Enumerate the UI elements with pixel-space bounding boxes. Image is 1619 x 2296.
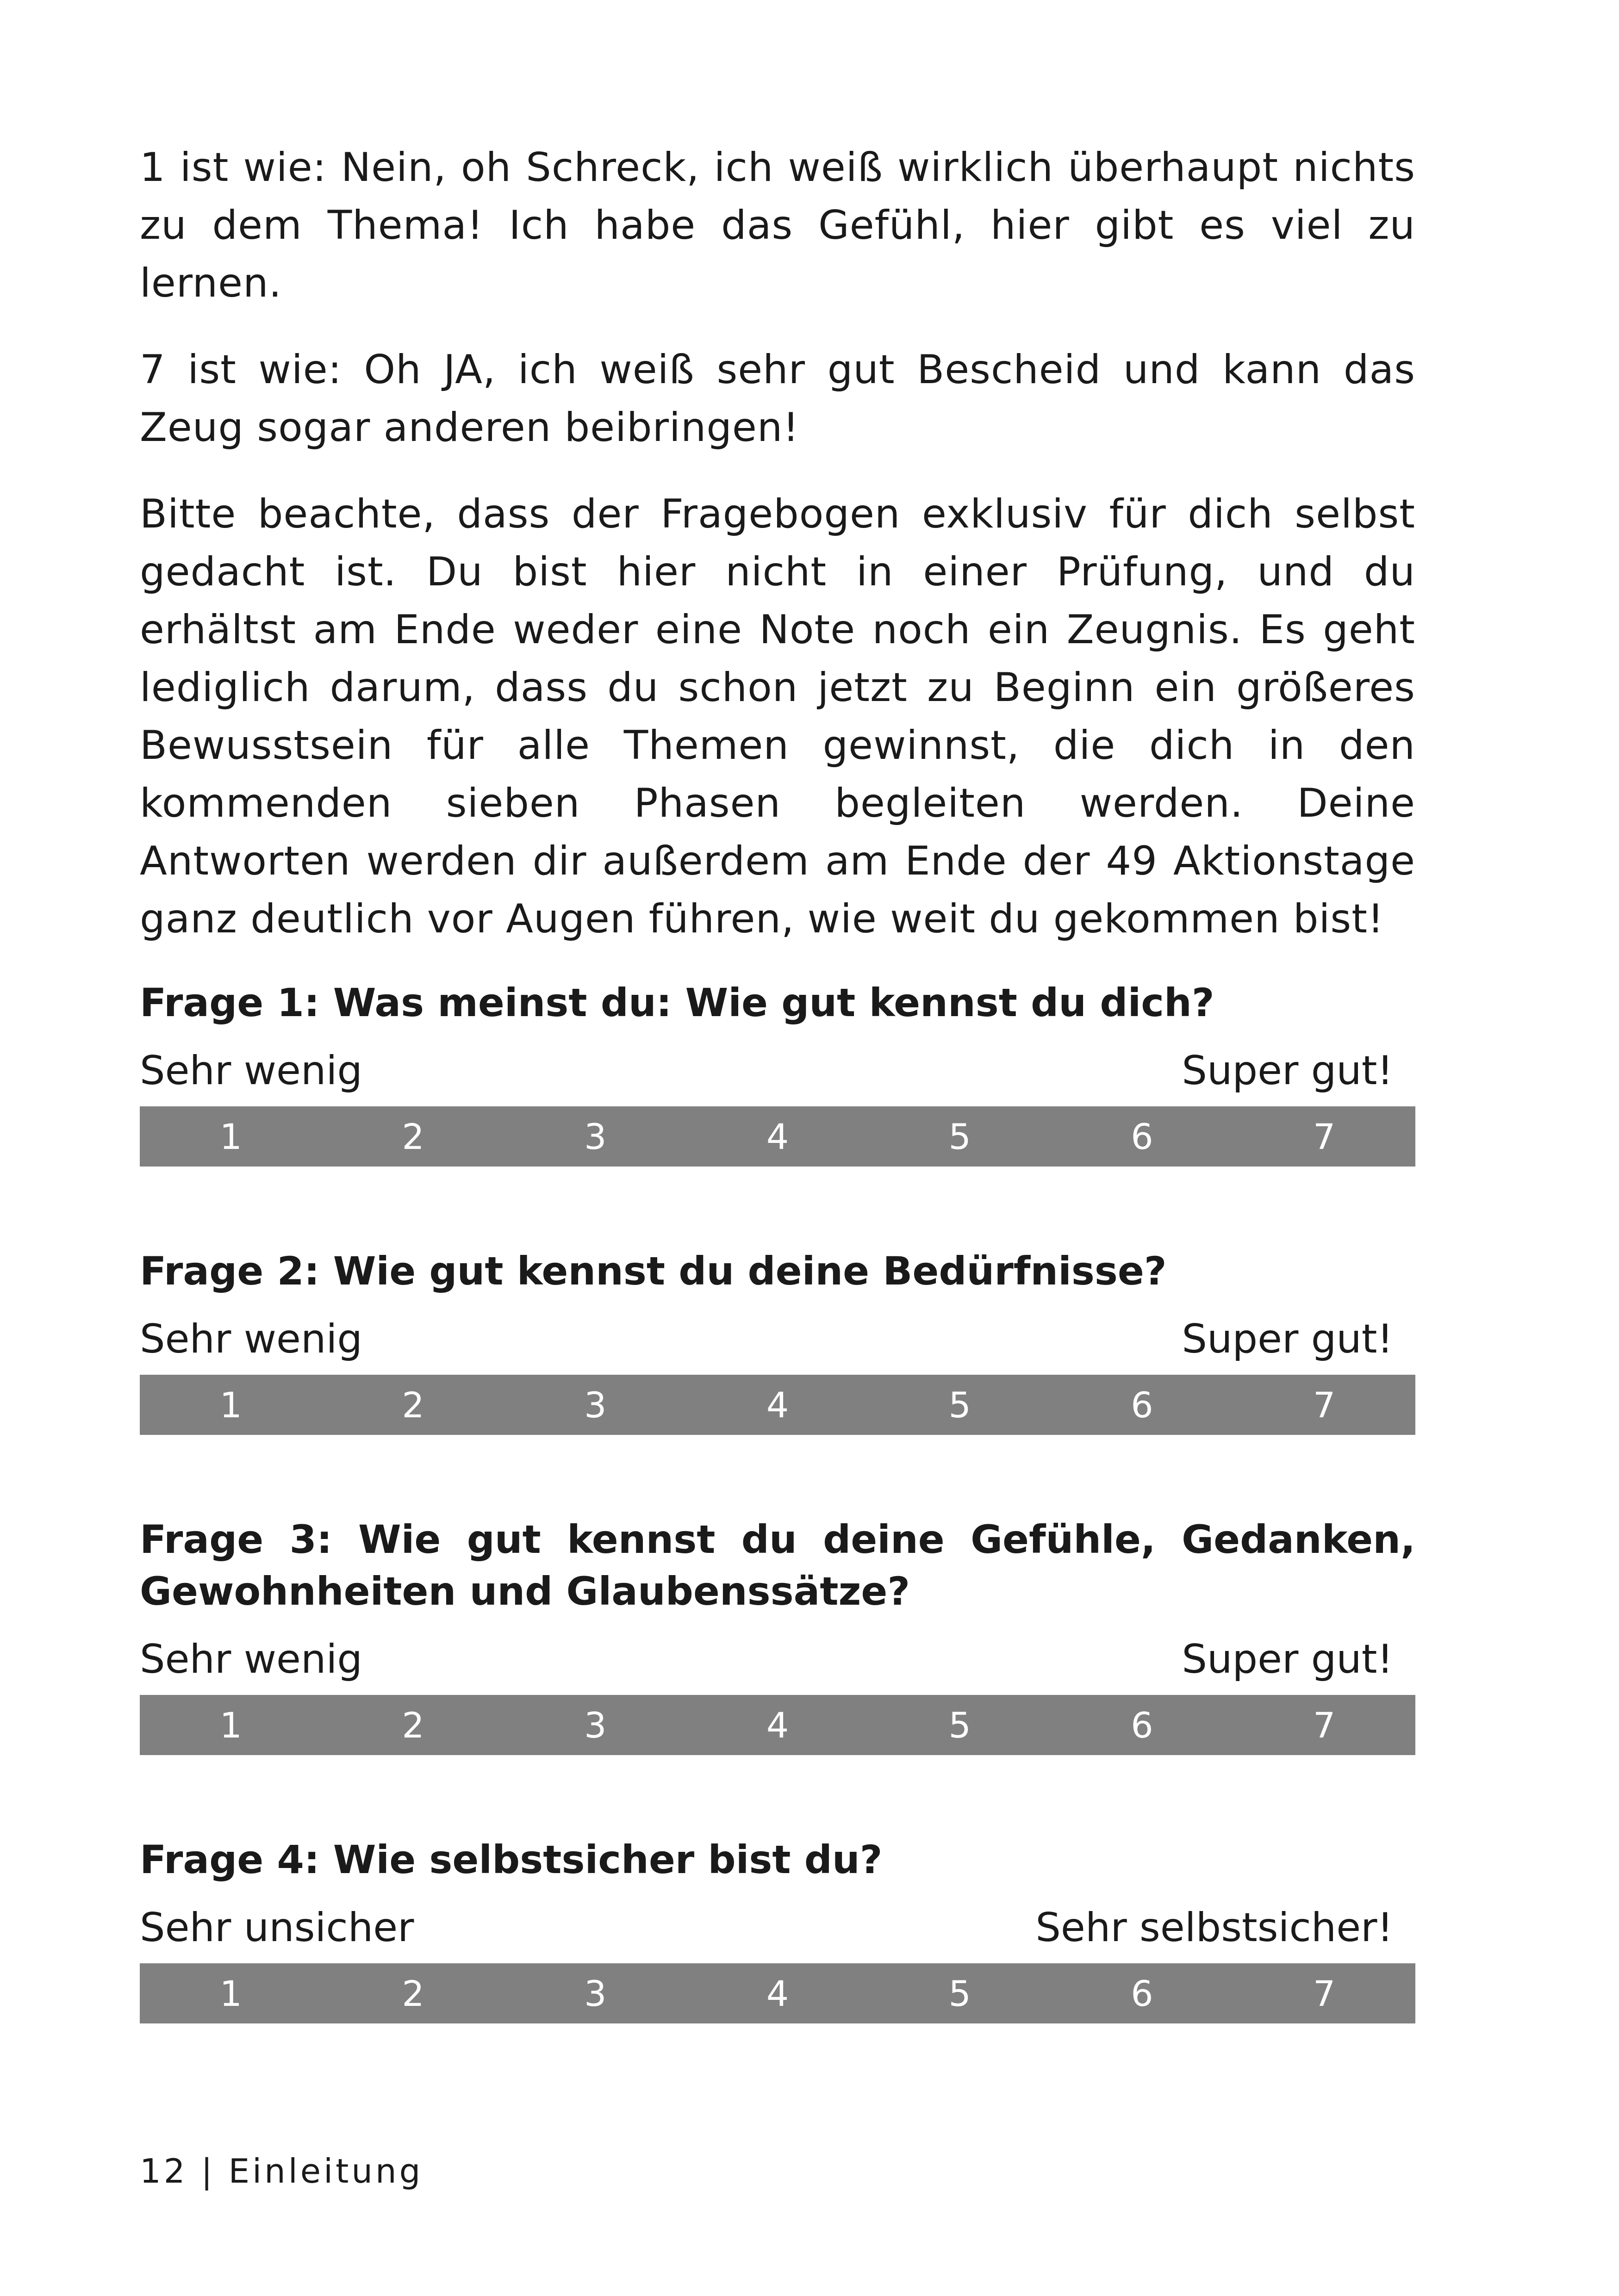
rating-option-7[interactable]: 7 xyxy=(1313,1973,1336,2014)
scale-labels xyxy=(140,1902,1415,1953)
rating-option-6[interactable]: 6 xyxy=(1131,1116,1153,1157)
scale-labels xyxy=(140,1314,1415,1365)
scale-labels xyxy=(140,1045,1415,1096)
scale-low-label: Sehr unsicher xyxy=(140,1905,414,1951)
page-footer: 12 | Einleitung xyxy=(140,2152,423,2191)
rating-scale xyxy=(140,1106,1415,1167)
rating-option-2[interactable]: 2 xyxy=(402,1973,424,2014)
question-title: Frage 4: Wie selbstsicher bist du? xyxy=(140,1837,883,1882)
rating-option-4[interactable]: 4 xyxy=(766,1116,789,1157)
rating-option-5[interactable]: 5 xyxy=(948,1973,971,2014)
question-title: Frage 1: Was meinst du: Wie gut kennst du dich? xyxy=(140,980,1214,1025)
rating-option-3[interactable]: 3 xyxy=(584,1384,607,1426)
question-block-4 xyxy=(140,1834,1415,2023)
rating-option-4[interactable]: 4 xyxy=(766,1973,789,2014)
rating-option-7[interactable]: 7 xyxy=(1313,1384,1336,1426)
rating-option-1[interactable]: 1 xyxy=(219,1704,243,1746)
rating-option-7[interactable]: 7 xyxy=(1313,1704,1336,1746)
rating-option-5[interactable]: 5 xyxy=(948,1384,971,1426)
scale-low-label: Sehr wenig xyxy=(140,1048,362,1094)
rating-option-1[interactable]: 1 xyxy=(219,1384,243,1426)
rating-option-6[interactable]: 6 xyxy=(1131,1973,1153,2014)
rating-option-5[interactable]: 5 xyxy=(948,1704,971,1746)
rating-scale xyxy=(140,1695,1415,1755)
scale-high-label: Super gut! xyxy=(1182,1636,1393,1682)
rating-option-3[interactable]: 3 xyxy=(584,1704,607,1746)
scale-low-label: Sehr wenig xyxy=(140,1316,362,1362)
intro-paragraph-3: Bitte beachte, dass der Fragebogen exklusiv für dich selbst gedacht ist. Du bist hier nicht in einer Prüfung, und du erhältst am Ende weder eine Note noch ein Zeugnis. Es geht lediglich darum, dass du schon jetzt zu Beginn ein größeres Bewusstsein für alle Themen gewinnst, die dich in den kommenden sieben Phasen begleiten werden. Deine Antworten werden dir außerdem am Ende der 49 Aktionstage ganz deutlich vor Augen führen, wie weit du gekommen bist! xyxy=(140,491,1415,942)
intro-paragraph-1: 1 ist wie: Nein, oh Schreck, ich weiß wirklich überhaupt nichts zu dem Thema! Ich habe das Gefühl, hier gibt es viel zu lernen. xyxy=(140,144,1415,306)
rating-option-6[interactable]: 6 xyxy=(1131,1384,1153,1426)
rating-option-2[interactable]: 2 xyxy=(402,1704,424,1746)
rating-option-7[interactable]: 7 xyxy=(1313,1116,1336,1157)
rating-option-4[interactable]: 4 xyxy=(766,1704,789,1746)
scale-high-label: Super gut! xyxy=(1182,1048,1393,1094)
rating-option-1[interactable]: 1 xyxy=(219,1973,243,2014)
rating-option-1[interactable]: 1 xyxy=(219,1116,243,1157)
scale-labels xyxy=(140,1634,1415,1685)
page-content xyxy=(140,139,1415,2023)
question-title: Frage 2: Wie gut kennst du deine Bedürfnisse? xyxy=(140,1248,1167,1294)
rating-option-4[interactable]: 4 xyxy=(766,1384,789,1426)
rating-scale xyxy=(140,1963,1415,2023)
question-block-3 xyxy=(140,1514,1415,1755)
rating-scale xyxy=(140,1375,1415,1435)
rating-option-3[interactable]: 3 xyxy=(584,1973,607,2014)
scale-low-label: Sehr wenig xyxy=(140,1636,362,1682)
scale-high-label: Sehr selbstsicher! xyxy=(1035,1905,1393,1951)
rating-option-2[interactable]: 2 xyxy=(402,1116,424,1157)
rating-option-6[interactable]: 6 xyxy=(1131,1704,1153,1746)
question-block-2 xyxy=(140,1245,1415,1435)
question-title: Frage 3: Wie gut kennst du deine Gefühle, Gedanken, Gewohnheiten und Glaubenssätze? xyxy=(140,1517,1415,1614)
intro-paragraph-2: 7 ist wie: Oh JA, ich weiß sehr gut Bescheid und kann das Zeug sogar anderen beibringen! xyxy=(140,347,1415,451)
rating-option-5[interactable]: 5 xyxy=(948,1116,971,1157)
rating-option-3[interactable]: 3 xyxy=(584,1116,607,1157)
rating-option-2[interactable]: 2 xyxy=(402,1384,424,1426)
scale-high-label: Super gut! xyxy=(1182,1316,1393,1362)
question-block-1 xyxy=(140,977,1415,1167)
